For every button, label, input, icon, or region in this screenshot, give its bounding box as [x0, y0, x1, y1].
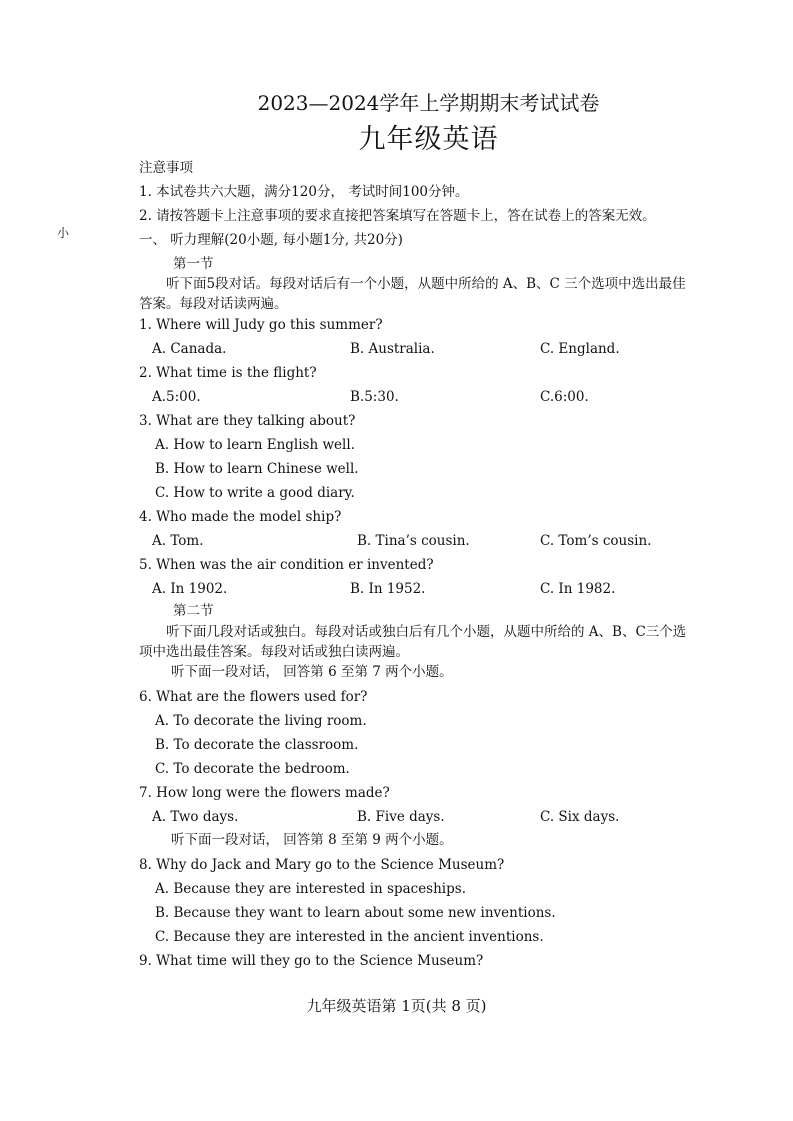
part1-heading: 一、 听力理解(20小题, 每小题1分, 共20分): [139, 232, 403, 248]
option-c: C. Six days.: [540, 809, 620, 825]
option-a: A. How to learn English well.: [155, 437, 355, 453]
option-b: B. Australia.: [350, 341, 435, 357]
option-a: A. Two days.: [152, 809, 239, 825]
question-9: 9. What time will they go to the Science Museum?: [139, 953, 484, 969]
question-7: 7. How long were the flowers made?: [139, 785, 390, 801]
option-b: B. How to learn Chinese well.: [155, 461, 359, 477]
option-c: C. How to write a good diary.: [155, 485, 355, 501]
question-6: 6. What are the flowers used for?: [139, 689, 368, 705]
question-8: 8. Why do Jack and Mary go to the Science Museum?: [139, 857, 505, 873]
option-a: A. Because they are interested in spaceships.: [155, 881, 466, 897]
option-a: A. Tom.: [152, 533, 204, 549]
section1-instruction: 听下面5段对话。每段对话后有一个小题，从题中所给的 A、B、C 三个选项中选出最佳: [166, 276, 686, 292]
question-4: 4. Who made the model ship?: [139, 509, 342, 525]
section2-label: 第二节: [173, 603, 214, 619]
exam-title: 2023—2024学年上学期期末考试试卷: [257, 91, 600, 115]
margin-mark: 小: [57, 226, 70, 240]
option-c: C.6:00.: [540, 389, 589, 405]
dialog-instruction: 听下面一段对话， 回答第 8 至第 9 两个小题。: [171, 832, 453, 848]
notes-item: 1. 本试卷共六大题，满分120分， 考试时间100分钟。: [139, 184, 469, 200]
exam-subject: 九年级英语: [358, 124, 499, 155]
option-c: C. Tom’s cousin.: [540, 533, 652, 549]
section2-instruction: 听下面几段对话或独白。每段对话或独白后有几个小题，从题中所给的 A、B、C三个选: [166, 624, 687, 640]
option-c: C. England.: [540, 341, 620, 357]
question-5: 5. When was the air condition er invented?: [139, 557, 434, 573]
notes-heading: 注意事项: [139, 160, 193, 176]
question-1: 1. Where will Judy go this summer?: [139, 317, 383, 333]
option-b: B. To decorate the classroom.: [155, 737, 359, 753]
dialog-instruction: 听下面一段对话， 回答第 6 至第 7 两个小题。: [171, 664, 453, 680]
question-3: 3. What are they talking about?: [139, 413, 356, 429]
question-2: 2. What time is the flight?: [139, 365, 317, 381]
option-b: B. Tina’s cousin.: [357, 533, 470, 549]
option-b: B.5:30.: [350, 389, 399, 405]
option-a: A. Canada.: [152, 341, 227, 357]
option-c: C. In 1982.: [540, 581, 616, 597]
option-b: B. In 1952.: [350, 581, 426, 597]
section2-instruction-cont: 项中选出最佳答案。每段对话或独白读两遍。: [139, 644, 409, 660]
notes-item: 2. 请按答题卡上注意事项的要求直接把答案填写在答题卡上，答在试卷上的答案无效。: [139, 208, 656, 224]
option-b: B. Because they want to learn about some new inventions.: [155, 905, 556, 921]
option-b: B. Five days.: [357, 809, 445, 825]
option-a: A. In 1902.: [152, 581, 228, 597]
option-a: A.5:00.: [152, 389, 201, 405]
option-a: A. To decorate the living room.: [155, 713, 367, 729]
section1-instruction-cont: 答案。每段对话读两遍。: [139, 296, 288, 312]
option-c: C. Because they are interested in the ancient inventions.: [155, 929, 544, 945]
page-footer: 九年级英语第 1页(共 8 页): [306, 997, 487, 1015]
section1-label: 第一节: [173, 256, 214, 272]
option-c: C. To decorate the bedroom.: [155, 761, 350, 777]
